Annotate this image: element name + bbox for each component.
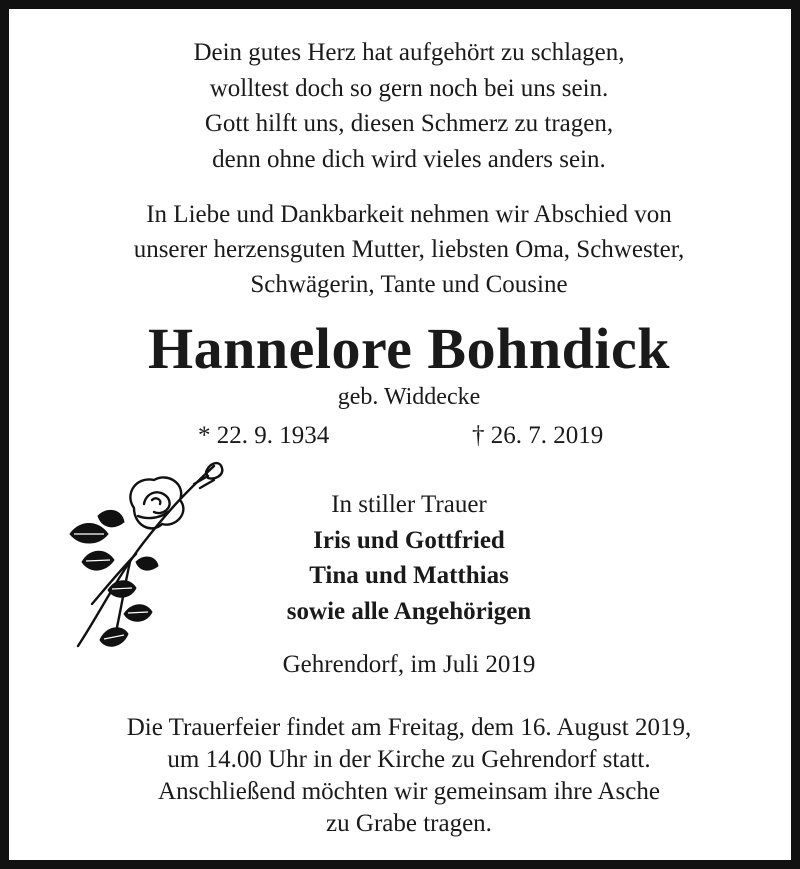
mourner-name: Tina und Matthias <box>309 562 509 589</box>
intro-line: unserer herzensguten Mutter, liebsten Oma, Schwester, <box>133 236 685 263</box>
death-date: † 26. 7. 2019 <box>472 422 604 449</box>
memorial-verse <box>9 35 800 177</box>
mourners-block <box>209 487 609 629</box>
mourners-heading: In stiller Trauer <box>331 491 487 518</box>
farewell-intro <box>9 197 800 302</box>
funeral-service-info <box>9 712 800 840</box>
service-line: Anschließend möchten wir gemeinsam ihre Asche <box>158 778 660 805</box>
service-line: um 14.00 Uhr in der Kirche zu Gehrendorf statt. <box>167 746 651 773</box>
birth-date: * 22. 9. 1934 <box>198 422 330 449</box>
deceased-name: Hannelore Bohndick <box>148 316 670 381</box>
verse-line: wolltest doch so gern noch bei uns sein. <box>209 74 609 102</box>
verse-line: Gott hilft uns, diesen Schmerz zu tragen, <box>204 110 614 137</box>
verse-line: Dein gutes Herz hat aufgehört zu schlagen, <box>193 39 625 66</box>
mourner-name: sowie alle Angehörigen <box>286 597 532 625</box>
place-date: Gehrendorf, im Juli 2019 <box>282 651 536 678</box>
service-line: zu Grabe tragen. <box>326 810 492 837</box>
mourner-name: Iris und Gottfried <box>313 526 505 554</box>
birth-name: geb. Widdecke <box>337 384 481 410</box>
verse-line: denn ohne dich wird vieles anders sein. <box>212 145 606 173</box>
service-line: Die Trauerfeier findet am Freitag, dem 16. August 2019, <box>126 714 692 741</box>
intro-line: Schwägerin, Tante und Cousine <box>250 271 568 298</box>
intro-line: In Liebe und Dankbarkeit nehmen wir Abschied von <box>146 201 672 228</box>
